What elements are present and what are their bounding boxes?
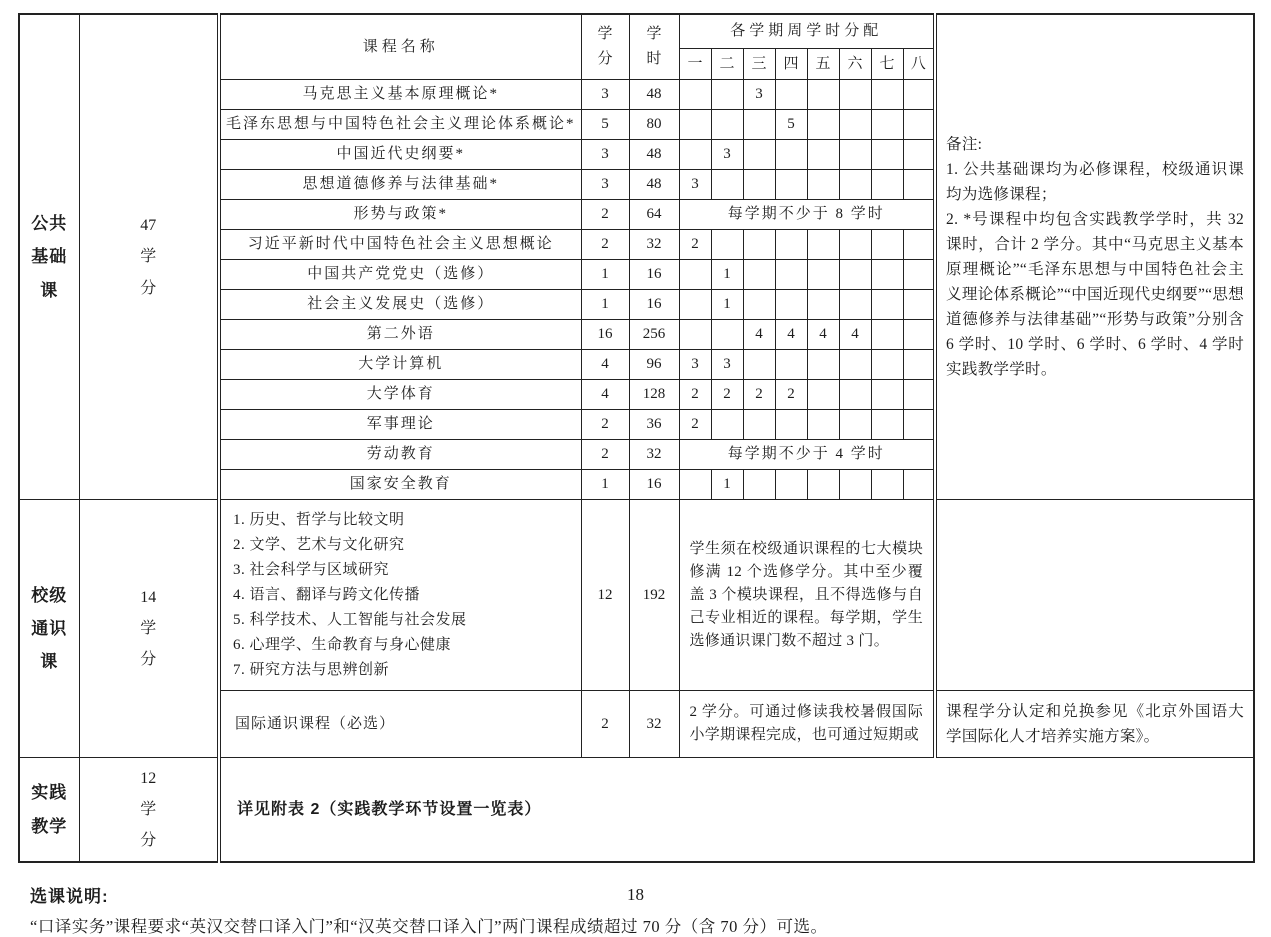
section-public-category: 公共基础课: [19, 14, 79, 500]
course-credits-cell: 3: [581, 140, 629, 170]
gened-hours-cell: 192: [629, 500, 679, 691]
sem-cell: [743, 140, 775, 170]
sem-cell: [743, 410, 775, 440]
header-sem-4: 四: [775, 49, 807, 80]
header-sem-3: 三: [743, 49, 775, 80]
sem-cell: [871, 80, 903, 110]
credits-total-unit2: 分: [140, 279, 157, 297]
sem-cell: [871, 140, 903, 170]
course-name-cell: 社会主义发展史（选修）: [219, 290, 581, 320]
course-hours-cell: 256: [629, 320, 679, 350]
sem-cell: [679, 140, 711, 170]
course-hours-cell: 36: [629, 410, 679, 440]
sem-cell: [903, 230, 935, 260]
course-selection-note-heading: 选课说明:: [30, 887, 109, 906]
sem-cell: 3: [679, 170, 711, 200]
header-hours: 学 时: [629, 14, 679, 80]
curriculum-table: [18, 13, 1255, 863]
course-credits-cell: 4: [581, 380, 629, 410]
course-name-cell: 毛泽东思想与中国特色社会主义理论体系概论*: [219, 110, 581, 140]
sem-cell: [807, 170, 839, 200]
sem-cell: [839, 110, 871, 140]
sem-cell: [679, 470, 711, 500]
sem-cell: [871, 320, 903, 350]
sem-cell: 3: [743, 80, 775, 110]
sem-cell: [775, 260, 807, 290]
remarks-note-1: 1. 公共基础课均为必修课程，校级通识课均为选修课程；: [946, 161, 1245, 203]
sem-cell: [711, 80, 743, 110]
sem-cell: [903, 350, 935, 380]
remarks-public-cell: [935, 14, 1254, 500]
course-hours-cell: 16: [629, 290, 679, 320]
sem-cell: [807, 140, 839, 170]
intl-course-name-cell: 国际通识课程（必选）: [219, 691, 581, 758]
intl-credits-cell: 2: [581, 691, 629, 758]
remarks-empty-cell: [935, 500, 1254, 691]
course-name-cell: 形势与政策*: [219, 200, 581, 230]
sem-cell: [839, 80, 871, 110]
sem-cell: [743, 230, 775, 260]
sem-cell: [839, 470, 871, 500]
sem-cell: [743, 110, 775, 140]
sem-cell: [775, 230, 807, 260]
course-hours-cell: 80: [629, 110, 679, 140]
course-hours-cell: 48: [629, 140, 679, 170]
sem-cell: [775, 140, 807, 170]
course-credits-cell: 1: [581, 260, 629, 290]
sem-cell: [711, 230, 743, 260]
sem-cell: 3: [711, 140, 743, 170]
gened-modules-cell: 1. 历史、哲学与比较文明 2. 文学、艺术与文化研究 3. 社会科学与区域研究 4. 语言、翻译与跨文化传播 5. 科学技术、人工智能与社会发展 6. 心理学、生命教育与身心健康 7. 研究方法与思辨创新: [219, 500, 581, 691]
sem-cell: 4: [743, 320, 775, 350]
credits-total-unit1: 学: [140, 248, 157, 266]
sem-cell: [903, 470, 935, 500]
sem-cell: [807, 410, 839, 440]
header-sem-2: 二: [711, 49, 743, 80]
sem-cell: [807, 290, 839, 320]
course-credits-cell: 4: [581, 350, 629, 380]
header-sem-8: 八: [903, 49, 935, 80]
section-public-credits: [79, 14, 219, 500]
sem-cell: [903, 170, 935, 200]
sem-cell: 5: [775, 110, 807, 140]
sem-cell: [871, 380, 903, 410]
header-credits: 学 分: [581, 14, 629, 80]
sem-cell: [679, 260, 711, 290]
header-course-name: 课程名称: [219, 14, 581, 80]
sem-cell: [839, 290, 871, 320]
sem-cell: [903, 320, 935, 350]
sem-cell: 4: [775, 320, 807, 350]
sem-cell: 2: [679, 230, 711, 260]
sem-cell: [903, 80, 935, 110]
sem-cell: [871, 410, 903, 440]
sem-cell: [807, 260, 839, 290]
sem-cell: [711, 320, 743, 350]
sem-cell: 2: [775, 380, 807, 410]
sem-cell: [679, 320, 711, 350]
sem-cell: [839, 380, 871, 410]
sem-cell: [807, 380, 839, 410]
sem-cell: 4: [839, 320, 871, 350]
course-name-cell: 中国近代史纲要*: [219, 140, 581, 170]
section-gened-credits: 14 学 分: [79, 500, 219, 758]
section-practice-category: 实践教学: [19, 758, 79, 863]
gened-note-cell: 学生须在校级通识课程的七大模块修满 12 个选修学分。其中至少覆盖 3 个模块课程，且不得选修与自己专业相近的课程。每学期，学生选修通识课门数不超过 3 门。: [679, 500, 935, 691]
sem-cell: 2: [743, 380, 775, 410]
sem-cell: 1: [711, 290, 743, 320]
sem-cell: [903, 260, 935, 290]
course-hours-cell: 48: [629, 170, 679, 200]
course-credits-cell: 16: [581, 320, 629, 350]
practice-row: [19, 758, 1254, 863]
sem-cell: [807, 350, 839, 380]
sem-cell: [903, 110, 935, 140]
sem-cell: [839, 230, 871, 260]
section-practice-credits: 12 学 分: [79, 758, 219, 863]
course-hours-cell: 16: [629, 260, 679, 290]
sem-cell: [743, 350, 775, 380]
sem-cell: [903, 410, 935, 440]
course-credits-cell: 2: [581, 440, 629, 470]
course-credits-cell: 1: [581, 290, 629, 320]
practice-content-cell: 详见附表 2（实践教学环节设置一览表）: [219, 758, 1254, 863]
sem-cell: 4: [807, 320, 839, 350]
gened-credits-cell: 12: [581, 500, 629, 691]
credits-total-value: 47: [140, 217, 157, 235]
course-credits-cell: 1: [581, 470, 629, 500]
remarks-note-2: 2. *号课程中均包含实践教学学时，共 32 课时，合计 2 学分。其中“马克思主义基本原理概论”“毛泽东思想与中国特色社会主义理论体系概论”“中国近现代史纲要”“思想道德修养与法律基础”“形势与政策”分别含 6 学时、10 学时、6 学时、6 学时、4 学时实践教学学时。: [946, 211, 1245, 378]
course-credits-cell: 3: [581, 170, 629, 200]
sem-cell: [903, 380, 935, 410]
sem-cell: [775, 410, 807, 440]
course-hours-cell: 128: [629, 380, 679, 410]
curriculum-page: [0, 13, 1271, 936]
sem-cell: 3: [711, 350, 743, 380]
sem-cell: [807, 470, 839, 500]
sem-cell: [871, 350, 903, 380]
sem-cell: 3: [679, 350, 711, 380]
sem-cell: [775, 80, 807, 110]
sem-cell: [679, 110, 711, 140]
sem-merged-note: 每学期不少于 8 学时: [679, 200, 935, 230]
sem-cell: [711, 410, 743, 440]
course-name-cell: 习近平新时代中国特色社会主义思想概论: [219, 230, 581, 260]
sem-cell: [839, 170, 871, 200]
sem-cell: [839, 410, 871, 440]
sem-cell: 1: [711, 260, 743, 290]
course-hours-cell: 96: [629, 350, 679, 380]
sem-cell: [743, 260, 775, 290]
course-name-cell: 大学计算机: [219, 350, 581, 380]
sem-cell: [775, 170, 807, 200]
sem-cell: [903, 140, 935, 170]
sem-cell: [839, 350, 871, 380]
sem-cell: 2: [711, 380, 743, 410]
sem-cell: [711, 110, 743, 140]
sem-cell: [775, 290, 807, 320]
sem-cell: 1: [711, 470, 743, 500]
sem-cell: [807, 230, 839, 260]
intl-hours-cell: 32: [629, 691, 679, 758]
sem-cell: [743, 290, 775, 320]
course-hours-cell: 64: [629, 200, 679, 230]
section-gened-category: 校级通识课: [19, 500, 79, 758]
header-sem-6: 六: [839, 49, 871, 80]
course-credits-cell: 5: [581, 110, 629, 140]
sem-cell: [679, 290, 711, 320]
course-credits-cell: 2: [581, 200, 629, 230]
header-sem-1: 一: [679, 49, 711, 80]
sem-cell: [807, 110, 839, 140]
course-hours-cell: 48: [629, 80, 679, 110]
sem-cell: [903, 290, 935, 320]
sem-cell: [679, 80, 711, 110]
sem-cell: 2: [679, 380, 711, 410]
sem-cell: [839, 140, 871, 170]
course-name-cell: 第二外语: [219, 320, 581, 350]
sem-cell: [743, 470, 775, 500]
sem-cell: [871, 230, 903, 260]
course-name-cell: 劳动教育: [219, 440, 581, 470]
table-header-row-1: [19, 14, 1254, 49]
remarks-intl-cell: 课程学分认定和兑换参见《北京外国语大学国际化人才培养实施方案》。: [935, 691, 1254, 758]
header-sem-7: 七: [871, 49, 903, 80]
sem-cell: [775, 350, 807, 380]
sem-cell: [871, 290, 903, 320]
course-hours-cell: 32: [629, 440, 679, 470]
sem-cell: [871, 470, 903, 500]
course-name-cell: 马克思主义基本原理概论*: [219, 80, 581, 110]
course-credits-cell: 3: [581, 80, 629, 110]
remarks-title: 备注:: [946, 136, 983, 153]
course-selection-note-text: “口译实务”课程要求“英汉交替口译入门”和“汉英交替口译入门”两门课程成绩超过 70 分（含 70 分）可选。: [30, 917, 828, 936]
sem-cell: [871, 110, 903, 140]
page-number: 18: [627, 885, 644, 904]
sem-cell: [839, 260, 871, 290]
course-name-cell: 大学体育: [219, 380, 581, 410]
course-hours-cell: 32: [629, 230, 679, 260]
header-semester-group: 各学期周学时分配: [679, 14, 935, 49]
sem-cell: [743, 170, 775, 200]
sem-cell: [871, 260, 903, 290]
course-name-cell: 国家安全教育: [219, 470, 581, 500]
course-credits-cell: 2: [581, 230, 629, 260]
course-name-cell: 中国共产党党史（选修）: [219, 260, 581, 290]
course-credits-cell: 2: [581, 410, 629, 440]
sem-cell: [775, 470, 807, 500]
sem-cell: [711, 170, 743, 200]
header-sem-5: 五: [807, 49, 839, 80]
gened-modules-row: [19, 500, 1254, 691]
intl-note-cell: 2 学分。可通过修读我校暑假国际小学期课程完成，也可通过短期或: [679, 691, 935, 758]
sem-cell: [807, 80, 839, 110]
course-hours-cell: 16: [629, 470, 679, 500]
sem-merged-note: 每学期不少于 4 学时: [679, 440, 935, 470]
course-name-cell: 军事理论: [219, 410, 581, 440]
sem-cell: [871, 170, 903, 200]
course-name-cell: 思想道德修养与法律基础*: [219, 170, 581, 200]
sem-cell: 2: [679, 410, 711, 440]
